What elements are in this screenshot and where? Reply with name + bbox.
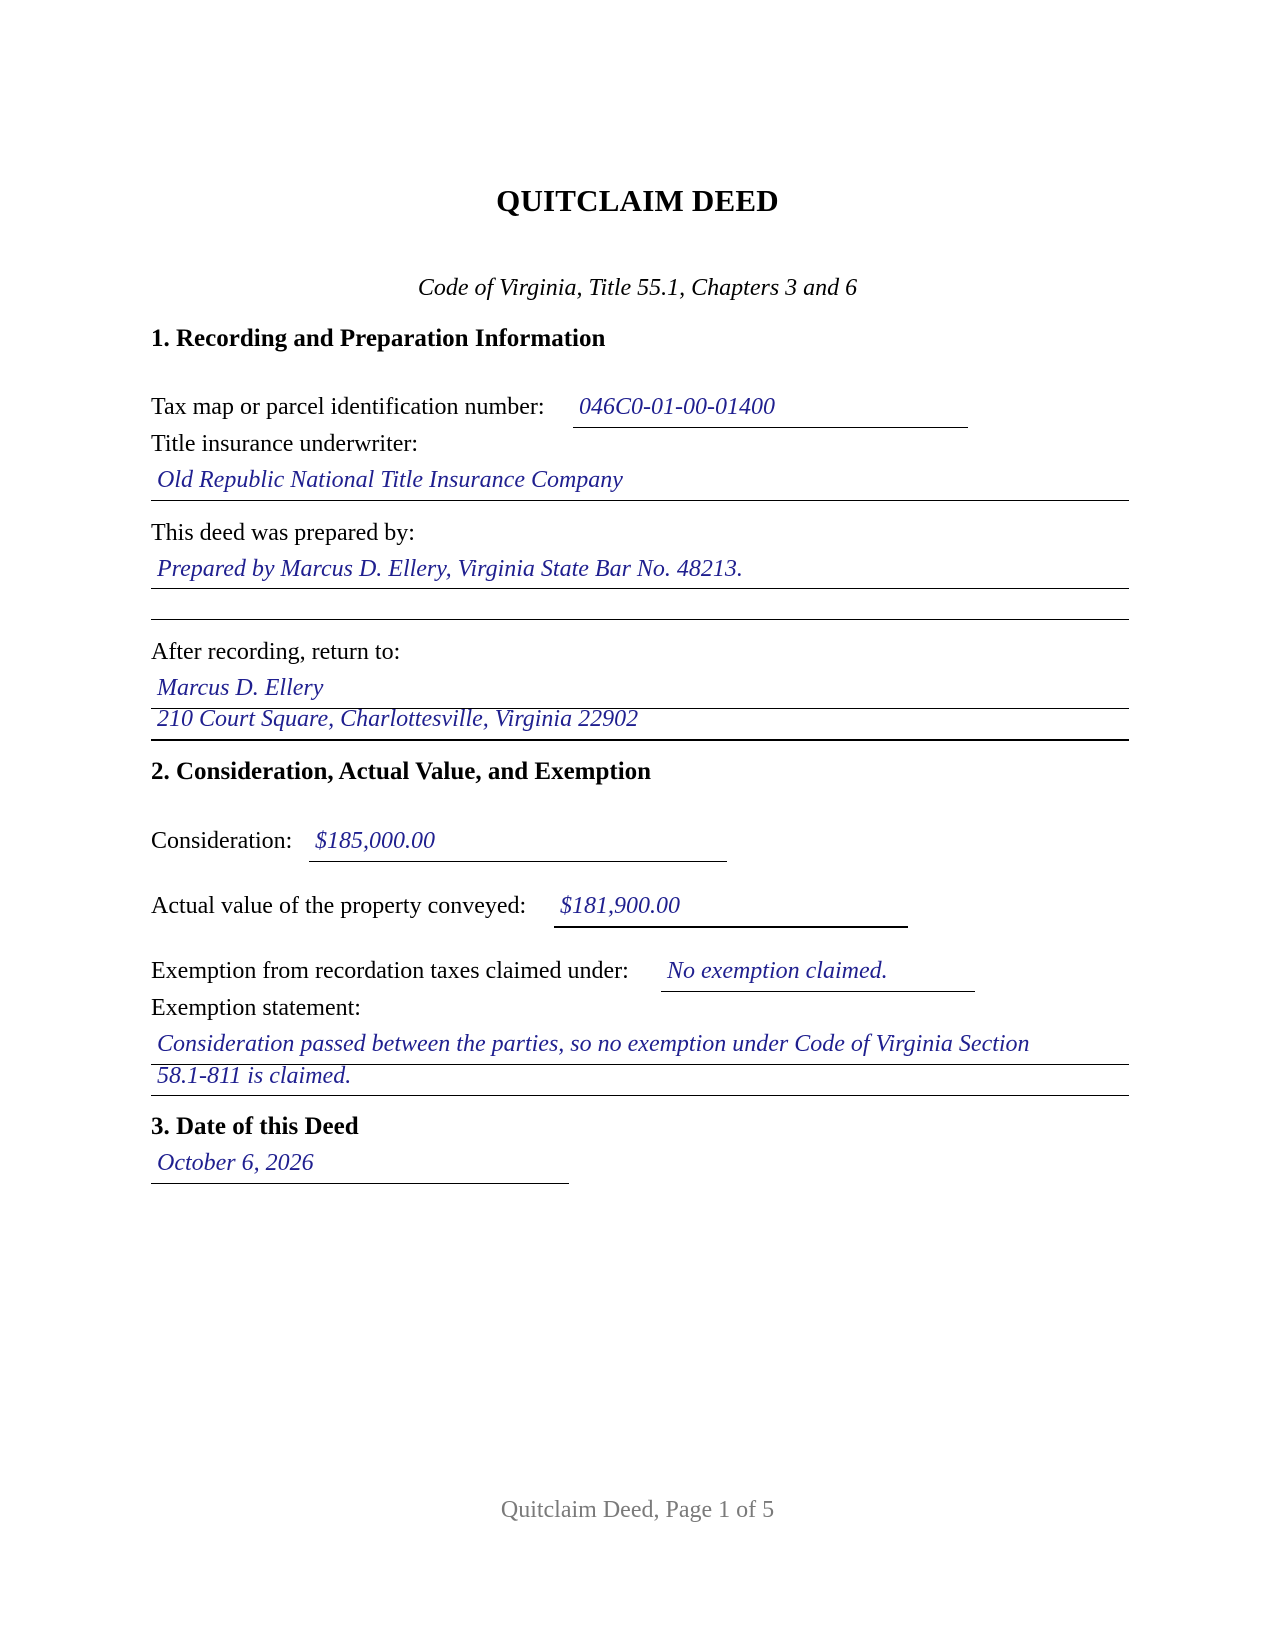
consideration-label: Consideration: [151,828,293,854]
prepared-by-label: This deed was prepared by: [151,520,415,546]
tax-map-field[interactable]: 046C0-01-00-01400 [579,394,775,420]
return-to-label: After recording, return to: [151,639,401,665]
exemption-field[interactable]: No exemption claimed. [667,958,888,984]
underwriter-underline [151,500,1129,501]
actual-value-label: Actual value of the property conveyed: [151,893,527,919]
exemption-statement-line-2[interactable]: 58.1-811 is claimed. [157,1063,352,1089]
exemption-statement-line-1[interactable]: Consideration passed between the parties, so no exemption under Code of Virginia Section [157,1031,1030,1057]
exemption-statement-label: Exemption statement: [151,995,361,1021]
deed-date-field[interactable]: October 6, 2026 [157,1150,314,1176]
prepared-by-underline-2 [151,619,1129,620]
exemption-label: Exemption from recordation taxes claimed under: [151,958,629,984]
actual-value-underline [554,926,908,928]
page-footer: Quitclaim Deed, Page 1 of 5 [500,1497,775,1523]
exemption-underline [661,991,975,992]
tax-map-label: Tax map or parcel identification number: [151,394,545,420]
section-1-heading: 1. Recording and Preparation Information [151,325,606,352]
document-title: QUITCLAIM DEED [496,183,779,218]
exemption-statement-underline-2 [151,1095,1129,1096]
underwriter-label: Title insurance underwriter: [151,431,419,457]
document-subtitle: Code of Virginia, Title 55.1, Chapters 3 and 6 [417,275,858,301]
return-to-name-field[interactable]: Marcus D. Ellery [157,675,324,701]
deed-date-underline [151,1183,569,1184]
underwriter-field[interactable]: Old Republic National Title Insurance Company [157,467,623,493]
section-2-heading: 2. Consideration, Actual Value, and Exemption [151,758,652,785]
return-to-address-field[interactable]: 210 Court Square, Charlottesville, Virginia 22902 [157,706,639,732]
section-3-heading: 3. Date of this Deed [151,1113,359,1140]
return-to-address-underline [151,739,1129,741]
consideration-underline [309,861,727,862]
prepared-by-field[interactable]: Prepared by Marcus D. Ellery, Virginia State Bar No. 48213. [157,556,743,582]
prepared-by-underline [151,588,1129,589]
tax-map-underline [573,427,968,428]
consideration-field[interactable]: $185,000.00 [315,828,435,854]
actual-value-field[interactable]: $181,900.00 [560,893,680,919]
